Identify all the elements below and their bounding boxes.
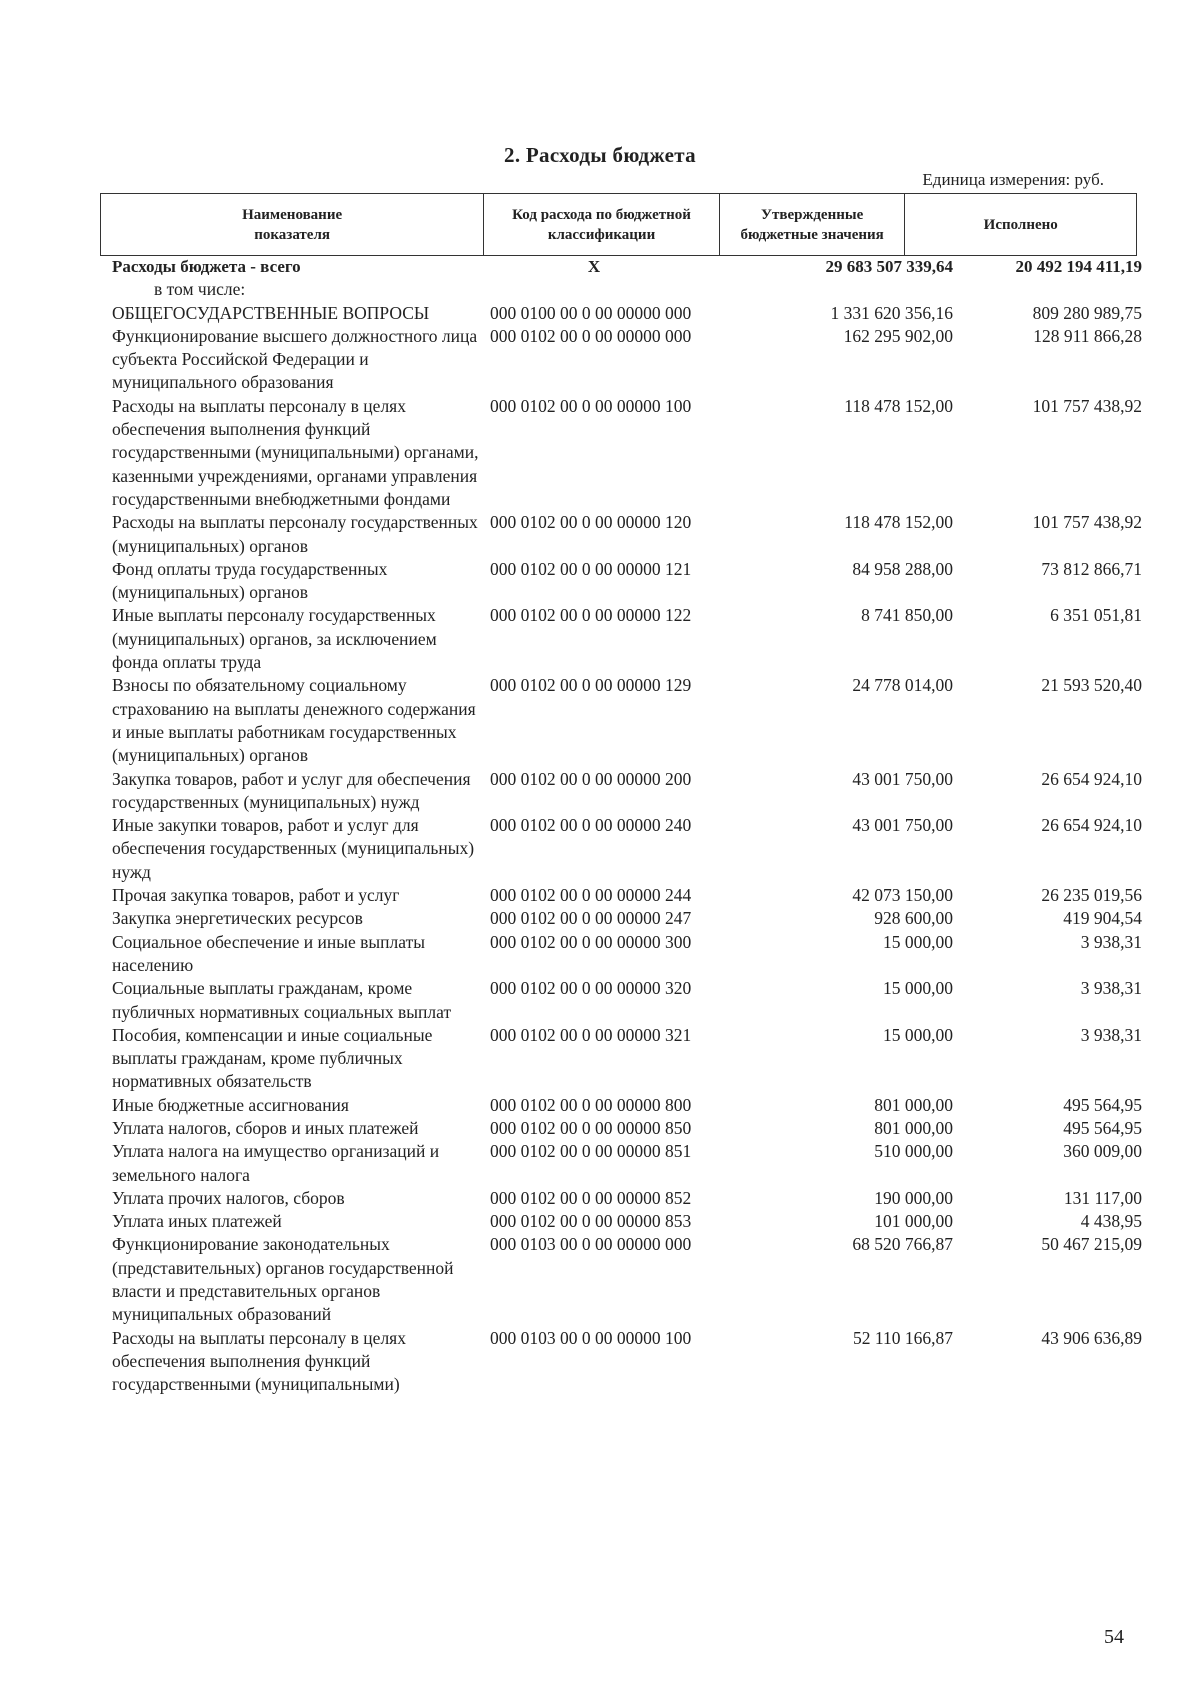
row-approved [720,278,953,301]
row-name: Социальные выплаты гражданам, кроме публичных нормативных социальных выплат [112,978,452,1022]
table-row [112,1117,1142,1140]
row-code: 000 0102 00 0 00 00000 321 [490,1024,692,1045]
row-executed: 21 593 520,40 [1041,675,1142,696]
row-code: 000 0102 00 0 00 00000 122 [490,605,692,626]
row-executed: 360 009,00 [1063,1141,1142,1162]
row-executed: 26 654 924,10 [1041,815,1142,836]
row-name: Закупка товаров, работ и услуг для обеспечения государственных (муниципальных) нужд [112,768,471,812]
row-code: 000 0102 00 0 00 00000 120 [490,512,692,533]
table-body [112,255,1142,1397]
row-name: в том числе: [154,279,246,300]
row-executed: 4 438,95 [1080,1211,1142,1232]
row-code: Х [587,257,601,276]
row-approved: 15 000,00 [883,931,953,952]
row-executed: 26 654 924,10 [1041,768,1142,789]
row-executed: 128 911 866,28 [1033,325,1142,346]
row-approved: 15 000,00 [883,978,953,999]
unit-label: Единица измерения: руб. [922,170,1104,189]
row-code: 000 0102 00 0 00 00000 240 [490,815,692,836]
row-approved: 162 295 902,00 [843,325,953,346]
row-executed: 6 351 051,81 [1050,605,1142,626]
row-code: 000 0103 00 0 00 00000 000 [490,1234,692,1255]
row-approved: 190 000,00 [874,1187,953,1208]
row-executed: 20 492 194 411,19 [1015,257,1142,276]
row-approved: 29 683 507 339,64 [825,257,953,276]
header-name: Наименование показателя [101,194,484,255]
row-approved: 43 001 750,00 [852,768,953,789]
row-approved: 68 520 766,87 [852,1234,953,1255]
row-approved: 118 478 152,00 [844,395,953,416]
table-row [112,1094,1142,1117]
page-number: 54 [1104,1626,1124,1648]
table-row [112,1024,1142,1094]
table-row [112,1327,1142,1397]
table-row [112,255,1142,278]
table-row [112,604,1142,674]
header-code: Код расхода по бюджетной классификации [484,194,720,255]
row-name: Прочая закупка товаров, работ и услуг [112,885,400,906]
row-name: Социальное обеспечение и иные выплаты населению [112,931,426,975]
row-code: 000 0102 00 0 00 00000 320 [490,978,692,999]
row-name: Взносы по обязательному социальному страхованию на выплаты денежного содержания и иные выплаты работникам государственных (муниципальных) органов [112,675,476,766]
row-executed: 43 906 636,89 [1041,1327,1142,1348]
row-executed: 101 757 438,92 [1032,395,1142,416]
table-row [112,768,1142,815]
row-executed: 50 467 215,09 [1041,1234,1142,1255]
row-executed: 131 117,00 [1063,1187,1142,1208]
row-name: Уплата налогов, сборов и иных платежей [112,1117,419,1138]
row-name: Расходы на выплаты персоналу в целях обеспечения выполнения функций государственными (муниципальными) [112,1327,406,1395]
row-approved: 510 000,00 [874,1141,953,1162]
table-row [112,931,1142,978]
row-approved: 15 000,00 [883,1024,953,1045]
row-executed: 809 280 989,75 [1032,302,1142,323]
row-code: 000 0102 00 0 00 00000 000 [490,325,692,346]
row-name: Функционирование законодательных (представительных) органов государственной власти и представительных органов муниципальных образований [112,1234,454,1325]
row-code: 000 0102 00 0 00 00000 129 [490,675,692,696]
row-name: Иные закупки товаров, работ и услуг для обеспечения государственных (муниципальных) нужд [112,815,475,882]
row-code: 000 0102 00 0 00 00000 852 [490,1187,692,1208]
row-name: Иные бюджетные ассигнования [112,1094,349,1115]
row-name: Фонд оплаты труда государственных (муниципальных) органов [112,558,388,603]
row-code: 000 0102 00 0 00 00000 850 [490,1117,692,1138]
row-approved: 43 001 750,00 [852,815,953,836]
table-row [112,1140,1142,1187]
row-approved: 801 000,00 [874,1094,953,1115]
row-executed: 101 757 438,92 [1032,512,1142,533]
row-code: 000 0102 00 0 00 00000 247 [490,908,692,929]
table-row [112,977,1142,1024]
row-executed: 495 564,95 [1063,1094,1142,1115]
table-row [112,814,1142,884]
row-code: 000 0100 00 0 00 00000 000 [490,302,692,323]
row-code: 000 0102 00 0 00 00000 800 [490,1094,692,1115]
row-name: Уплата прочих налогов, сборов [112,1187,345,1208]
row-approved: 1 331 620 356,16 [830,302,953,323]
table-row [112,907,1142,930]
row-approved: 52 110 166,87 [853,1327,953,1348]
table-row [112,1233,1142,1326]
row-name: Расходы на выплаты персоналу государственных (муниципальных) органов [112,512,478,556]
row-code: 000 0102 00 0 00 00000 121 [490,558,692,579]
row-name: Иные выплаты персоналу государственных (муниципальных) органов, за исключением фонда оплаты труда [112,605,437,673]
table-row [112,278,1142,301]
row-code: 000 0103 00 0 00 00000 100 [490,1327,692,1348]
row-code: 000 0102 00 0 00 00000 851 [490,1141,692,1162]
table-row [112,884,1142,907]
row-approved: 101 000,00 [874,1211,953,1232]
row-name: Уплата налога на имущество организаций и земельного налога [112,1141,440,1185]
row-name: Уплата иных платежей [112,1211,282,1232]
row-approved: 928 600,00 [874,908,953,929]
row-code: 000 0102 00 0 00 00000 100 [490,395,692,416]
row-name: ОБЩЕГОСУДАРСТВЕННЫЕ ВОПРОСЫ [112,302,430,323]
row-code [490,278,720,301]
table-row [112,302,1142,325]
row-name: Закупка энергетических ресурсов [112,908,363,929]
header-approved: Утвержденные бюджетные значения [720,194,906,255]
table-row [112,558,1142,605]
row-approved: 8 741 850,00 [861,605,953,626]
table-row [112,395,1142,511]
row-executed: 26 235 019,56 [1041,885,1142,906]
header-executed: Исполнено [983,216,1058,233]
row-approved: 24 778 014,00 [852,675,953,696]
row-executed: 3 938,31 [1080,978,1142,999]
row-approved: 84 958 288,00 [852,558,953,579]
table-row [112,511,1142,558]
row-name: Расходы бюджета - всего [112,257,301,276]
row-executed: 3 938,31 [1080,931,1142,952]
row-code: 000 0102 00 0 00 00000 200 [490,768,692,789]
row-name: Функционирование высшего должностного лица субъекта Российской Федерации и муниципального образования [112,325,478,393]
row-executed: 73 812 866,71 [1041,558,1142,579]
section-title: 2. Расходы бюджета [504,143,696,167]
table-header [100,193,1137,256]
row-executed [953,278,1142,301]
table-row [112,674,1142,767]
table-row [112,1187,1142,1210]
row-name: Расходы на выплаты персоналу в целях обеспечения выполнения функций государственными (муниципальными) органами, казенными учреждениями, органами управления государственными внебюджетными фондами [112,395,479,509]
row-approved: 801 000,00 [874,1117,953,1138]
row-code: 000 0102 00 0 00 00000 853 [490,1211,692,1232]
row-approved: 42 073 150,00 [852,885,953,906]
table-row [112,325,1142,395]
table-row [112,1210,1142,1233]
row-approved: 118 478 152,00 [844,512,953,533]
row-executed: 419 904,54 [1063,908,1142,929]
row-code: 000 0102 00 0 00 00000 244 [490,885,692,906]
row-code: 000 0102 00 0 00 00000 300 [490,931,692,952]
row-name: Пособия, компенсации и иные социальные выплаты гражданам, кроме публичных нормативных обязательств [112,1024,433,1092]
row-executed: 3 938,31 [1080,1024,1142,1045]
row-executed: 495 564,95 [1063,1117,1142,1138]
